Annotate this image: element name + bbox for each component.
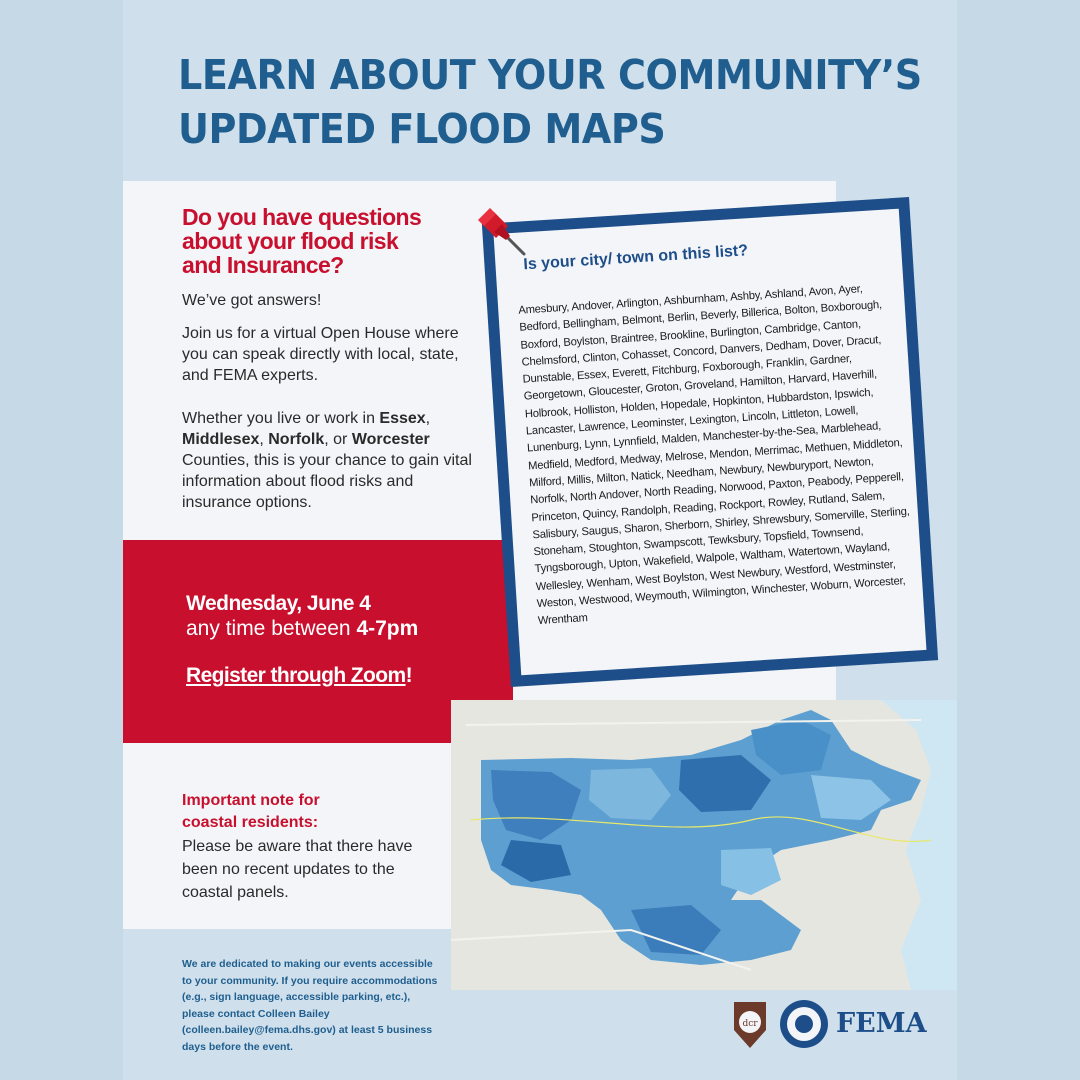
fema-logo-text: FEMA [836, 1008, 927, 1039]
open-house-post: where you can speak directly with local, state, and FEMA experts. [182, 325, 459, 384]
coastal-note-heading [182, 790, 320, 834]
event-time-pre: any time between [186, 617, 357, 640]
answers-text: We’ve got answers! [182, 292, 322, 309]
county-separator: , or [324, 431, 352, 448]
note-heading-line-1: Important note for [182, 792, 320, 809]
open-house-pre: Join us for a virtual [182, 325, 321, 342]
coastal-note-body: Please be aware that there have been no recent updates to the coastal panels. [182, 838, 413, 901]
county-worcester: Worcester [351, 431, 430, 448]
open-house-text [182, 323, 482, 386]
pushpin-icon [474, 204, 530, 260]
register-exclamation: ! [405, 664, 412, 687]
register-zoom-link[interactable]: Register through Zoom [186, 664, 406, 687]
dcr-seal-text: dcr [742, 1019, 758, 1029]
page-title [178, 48, 922, 156]
event-time [186, 616, 418, 642]
county-norfolk: Norfolk [268, 431, 325, 448]
county-middlesex: Middlesex [182, 431, 260, 448]
flood-map-image [451, 700, 957, 990]
title-line-1: LEARN ABOUT YOUR COMMUNITY’S [178, 51, 922, 99]
town-list-inner [494, 209, 927, 676]
event-time-range: 4-7pm [356, 617, 419, 640]
county-separator: , [425, 410, 431, 427]
open-house-label: Open House [320, 325, 411, 342]
county-essex: Essex [379, 410, 426, 427]
note-heading-line-2: coastal residents: [182, 814, 319, 831]
question-line-2: about your flood risk [182, 228, 399, 254]
counties-post: Counties, this is your chance to gain vital information about flood risks and insurance options. [182, 452, 472, 511]
event-date: Wednesday, June 4 [186, 592, 371, 615]
question-heading [182, 205, 482, 277]
question-line-1: Do you have questions [182, 204, 422, 230]
counties-pre: Whether you live or work in [182, 410, 380, 427]
town-list-title: Is your city/ town on this list? [522, 242, 749, 274]
town-list-text: Amesbury, Andover, Arlington, Ashburnham, Ashby, Ashland, Avon, Ayer, Bedford, Bellingham, Belmont, Berlin, Beverly, Billerica, Bolton, Boxborough, Boxford, Boylston, Braintree, Brookline, Burlington, Cambridge, Canton, Chelmsford, Clinton, Cohasset, Concord, Danvers, Dedham, Dover, Dracut, Dunstable, Essex, Everett, Fitchburg, Foxborough, Franklin, Gardner, Georgetown, Gloucester, Groton, Groveland, Hamilton, Harvard, Haverhill, Holbrook, Holliston, Holden, Hopedale, Hopkinton, Hubbardston, Ipswich, Lancaster, Lawrence, Leominster, Lexington, Lincoln, Littleton, Lowell, Lunenburg, Lynn, Lynnfield, Malden, Manchester-by-the-Sea, Marblehead, Medfield, Medford, Medway, Melrose, Mendon, Merrimac, Methuen, Middleton, Milford, Millis, Milton, Natick, Needham, Newbury, Newburyport, Newton, Norfolk, North Andover, North Reading, Norwood, Paxton, Peabody, Pepperell, Princeton, Quincy, Randolph, Reading, Rockport, Rowley, Rutland, Salem, Salisbury, Saugus, Sharon, Sherborn, Shirley, Shrewsbury, Somerville, Sterling, Stoneham, Stoughton, Swampscott, Tewksbury, Topsfield, Townsend, Tyngsborough, Upton, Wakefield, Walpole, Waltham, Watertown, Wayland, Wellesley, Wenham, West Boylston, West Newbury, Westford, Westminster, Weston, Westwood, Weymouth, Wilmington, Winchester, Woburn, Worcester, Wrentham [518, 283, 910, 628]
counties-text [182, 408, 482, 513]
title-line-2: UPDATED FLOOD MAPS [178, 105, 666, 153]
town-list-card [482, 197, 938, 687]
register-link-row[interactable] [186, 663, 412, 689]
accessibility-notice: We are dedicated to making our events accessible to your community. If you require accommodations (e.g., sign language, accessible parking, etc.), please contact Colleen Bailey (colleen.bailey@fema.dhs.gov) at least 5 business days before the event. [182, 958, 438, 1053]
question-line-3: and Insurance? [182, 252, 344, 278]
county-separator: , [259, 431, 269, 448]
